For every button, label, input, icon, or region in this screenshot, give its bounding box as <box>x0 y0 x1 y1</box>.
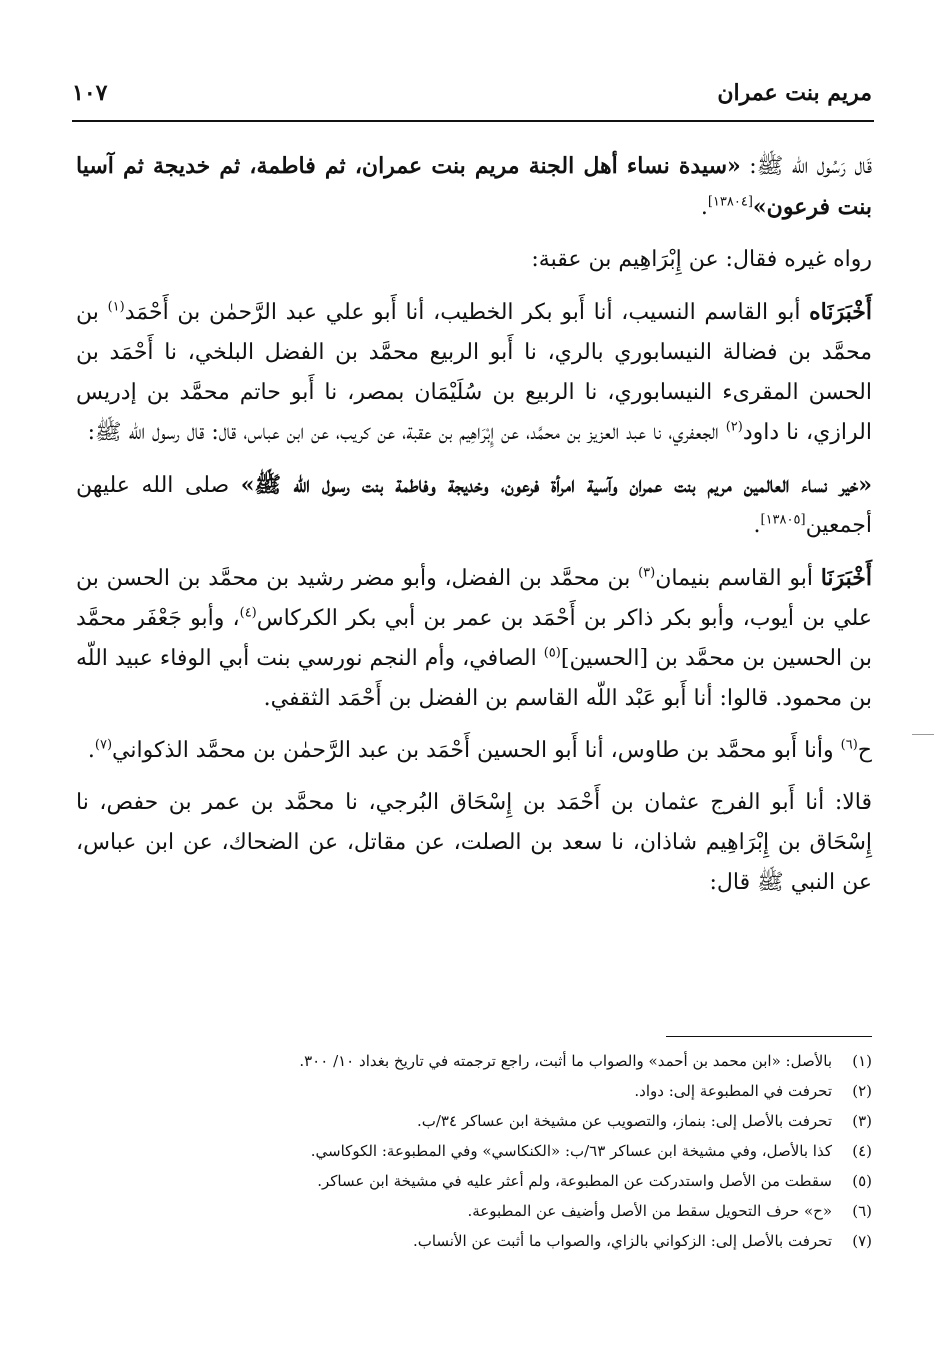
running-title: مريم بنت عمران <box>717 80 872 106</box>
p4-rest: صلى الله عليهن أجمعين <box>76 473 872 538</box>
footnote-text: تحرفت بالأصل إلى: الزكواني بالزاي، والصواب ما أثبت عن الأنساب. <box>412 1232 832 1250</box>
p1-end: . <box>700 195 708 220</box>
paragraph-1 <box>76 146 872 228</box>
p1-hadith-quote: «سيدة نساء أهل الجنة مريم بنت عمران، ثم فاطمة، ثم خديجة ثم آسيا بنت فرعون» <box>76 153 872 220</box>
footnote-6 <box>72 1196 872 1226</box>
footnote-number: (٢) <box>852 1082 872 1100</box>
footnote-text: سقطت من الأصل واستدركت عن المطبوعة، ولم أعثر عليه في مشيخة ابن عساكر. <box>317 1172 832 1190</box>
footnote-text: تحرفت بالأصل إلى: بنماز، والتصويب عن مشيخة ابن عساكر ٣٤/ب. <box>416 1112 832 1130</box>
footnote-number: (١) <box>852 1052 872 1070</box>
paragraph-5 <box>76 558 872 719</box>
footnote-3 <box>72 1106 872 1136</box>
header-rule <box>72 120 874 122</box>
footnote-number: (٣) <box>852 1112 872 1130</box>
footnote-number: (٥) <box>852 1172 872 1190</box>
p6-lead: ح <box>857 738 872 763</box>
footnote-ref-1[interactable]: (١) <box>107 299 125 315</box>
p7-text: قالا: أنا أَبو الفرج عثمان بن أَحْمَد بن إِسْحَاق البُرجي، نا محمَّد بن عمر بن حفص، نا إِسْحَاق بن إِبْرَاهِيم شاذان، نا سعد بن الصلت، عن مقاتل، عن الضحاك، عن ابن عباس، عن النبي ﷺ قال: <box>76 790 872 895</box>
footnote-text: بالأصل: «ابن محمد بن أحمد» والصواب ما أثبت، راجع ترجمته في تاريخ بغداد ١٠/ ٣٠٠. <box>299 1052 832 1070</box>
paragraph-3 <box>76 292 872 453</box>
paragraph-7 <box>76 783 872 903</box>
p3-part1: أبو القاسم النسيب، أنا أَبو بكر الخطيب، أنا أَبو علي عبد الرَّحمٰن بن أَحْمَد <box>124 300 810 325</box>
footnote-number: (٧) <box>852 1232 872 1250</box>
footnote-5 <box>72 1166 872 1196</box>
p3-lead-word: أَخْبَرَنَاه <box>809 299 872 325</box>
p3-part2: بن محمَّد بن فضالة النيسابوري بالري، نا أَبو الربيع محمَّد بن الفضل البلخي، نا أَحْمَد بن الحسن المقرىء النيسابوري، نا الربيع بن سُلَيْمَان بمصر، نا أَبو حاتم محمَّد بن إدريس الرازي، نا داود <box>76 300 872 445</box>
p1-intro: قَال رَسُول الله ﷺ: <box>740 154 872 179</box>
p6-end: . <box>87 738 95 763</box>
p2-text: رواه غيره فقال: عن إِبْرَاهِيم بن عقبة: <box>531 247 872 272</box>
p1-hadith-ref: [١٣٨٠٤] <box>707 194 753 210</box>
paragraph-4 <box>76 465 872 546</box>
footnote-rule <box>666 1036 872 1037</box>
p5-part3: ، وأبو جَعْفَر محمَّد بن الحسين بن محمَّد بن [الحسين] <box>76 606 872 671</box>
footnote-ref-5[interactable]: (٥) <box>543 645 561 661</box>
footnote-number: (٤) <box>852 1142 872 1160</box>
footnote-text: «ح» حرف التحويل سقط من الأصل وأضيف عن المطبوعة. <box>467 1202 832 1220</box>
paragraph-2 <box>76 240 872 280</box>
footnote-ref-7[interactable]: (٧) <box>94 737 113 753</box>
footnote-2 <box>72 1076 872 1106</box>
footnote-text: كذا بالأصل، وفي مشيخة ابن عساكر ٦٣/ب: «الكنكاسي» وفي المطبوعة: الكوكاسي. <box>310 1142 832 1160</box>
p4-end: . <box>753 513 761 538</box>
footnotes <box>72 1046 872 1256</box>
running-header <box>72 80 872 114</box>
footnote-1 <box>72 1046 872 1076</box>
paragraph-6 <box>76 731 872 771</box>
footnote-ref-3[interactable]: (٣) <box>638 565 656 581</box>
footnote-number: (٦) <box>852 1202 872 1220</box>
main-text <box>76 146 872 915</box>
p5-part2: بن محمَّد بن الفضل، وأبو مضر رشيد بن محمَّد بن الحسن بن علي بن أيوب، وأبو بكر ذاكر بن أَحْمَد بن عمر بن أبي بكر الكركاس <box>76 566 872 631</box>
page-number: ١٠٧ <box>72 80 108 106</box>
footnote-ref-6[interactable]: (٦) <box>840 737 858 753</box>
p4-hadith-ref: [١٣٨٠٥] <box>760 512 806 528</box>
p3-part3: الجعفري، نا عبد العزيز بن محمَّد، عن إِبْرَاهِيم بن عقبة، عن كريب، عن ابن عباس، قال: قال رسول الله ﷺ: <box>87 420 726 445</box>
p5-part4: الصافي، وأم النجم نورسي بنت أبي الوفاء عبيد اللّه بن محمود. قالوا: أنا أَبو عَبْد اللّه القاسم بن الفضل بن أَحْمَد الثقفي. <box>76 646 872 711</box>
footnote-ref-4[interactable]: (٤) <box>239 605 257 621</box>
footnote-7 <box>72 1226 872 1256</box>
p5-lead-word: أَخْبَرَنَا <box>820 565 873 591</box>
p5-part1: أبو القاسم بنيمان <box>655 566 821 591</box>
footnote-4 <box>72 1136 872 1166</box>
footnote-ref-2[interactable]: (٢) <box>725 419 743 435</box>
p4-hadith-quote: «خير نساء العالمين مريم بنت عمران وآسية امرأة فرعون، وخديجة وفاطمة بنت رسول الله ﷺ» <box>240 472 872 498</box>
p6-part1: وأنا أَبو محمَّد بن طاوس، أنا أَبو الحسين أَحْمَد بن عبد الرَّحمٰن بن محمَّد الذكواني <box>112 738 841 763</box>
margin-mark <box>912 734 934 735</box>
footnote-text: تحرفت في المطبوعة إلى: دواد. <box>634 1082 832 1100</box>
